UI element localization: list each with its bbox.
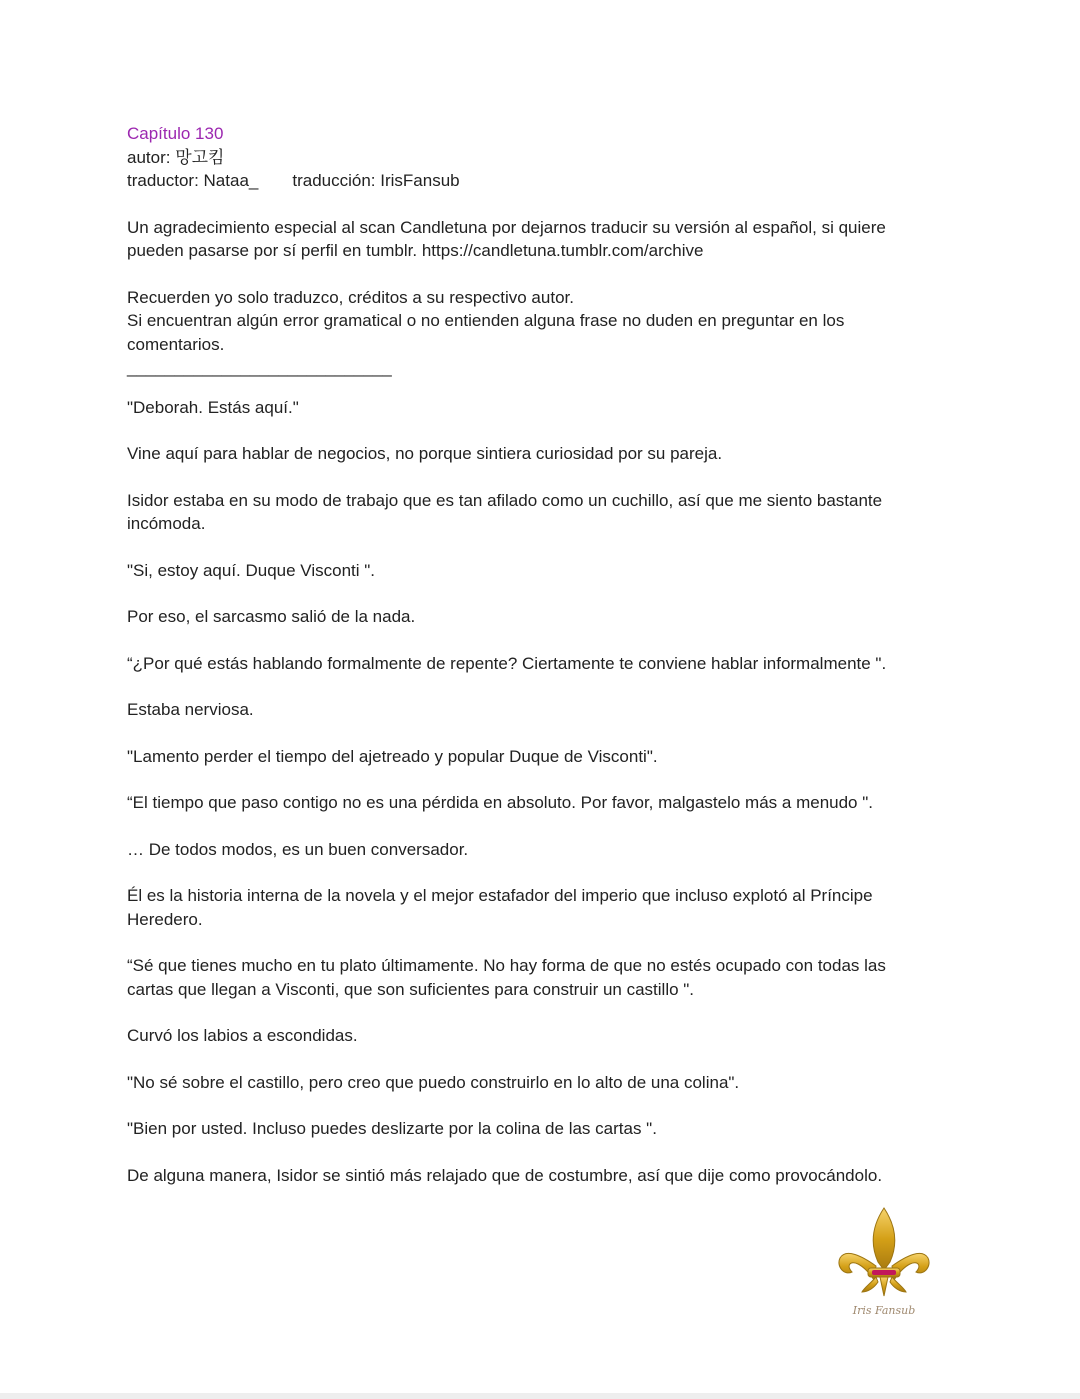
note-credits: Recuerden yo solo traduzco, créditos a su respectivo autor. [127, 287, 574, 307]
translation-line: traducción: IrisFansub [292, 171, 460, 190]
logo-signature: Iris Fansub [852, 1304, 916, 1317]
author-line: autor: 망고킴 [127, 147, 225, 167]
thanks-paragraph: Un agradecimiento especial al scan Candletuna por dejarnos traducir su versión al español, si quiere pueden pasarse por sí perfil en tumblr. https://candletuna.tumblr.com/archive [127, 217, 886, 260]
intro [127, 216, 927, 380]
story-paragraph: “¿Por qué estás hablando formalmente de repente? Ciertamente te conviene hablar informalmente ". [127, 653, 887, 673]
credits-row [127, 169, 927, 193]
story-paragraph: Vine aquí para hablar de negocios, no porque sintiera curiosidad por su pareja. [127, 444, 723, 463]
story-paragraph: Por eso, el sarcasmo salió de la nada. [127, 607, 416, 626]
story-paragraph: "Si, estoy aquí. Duque Visconti ". [127, 560, 376, 580]
document-body [127, 122, 927, 1210]
note-errors: Si encuentran algún error gramatical o no entienden alguna frase no duden en preguntar en los comentarios. [127, 311, 845, 354]
page-edge [0, 1393, 1080, 1399]
header [127, 122, 927, 193]
story-paragraph: "Deborah. Estás aquí." [127, 397, 299, 417]
story-paragraph: “Sé que tienes mucho en tu plato últimamente. No hay forma de que no estés ocupado con todas las cartas que llegan a Visconti, que son suficientes para construir un castillo ". [127, 956, 886, 999]
story-paragraph: Isidor estaba en su modo de trabajo que es tan afilado como un cuchillo, así que me siento bastante incómoda. [127, 490, 883, 533]
chapter-title: Capítulo 130 [127, 124, 224, 143]
story-paragraph: … De todos modos, es un buen conversador. [127, 839, 469, 859]
iris-fansub-logo [832, 1204, 936, 1322]
divider: ____________________________ [127, 358, 392, 377]
story-paragraph: De alguna manera, Isidor se sintió más relajado que de costumbre, así que dije como provocándolo. [127, 1165, 883, 1185]
story-text [127, 396, 927, 1188]
translator-line: traductor: Nataa_ [127, 171, 259, 190]
story-paragraph: Estaba nerviosa. [127, 700, 254, 719]
story-paragraph: Él es la historia interna de la novela y el mejor estafador del imperio que incluso explotó al Príncipe Heredero. [127, 886, 873, 929]
story-paragraph: "Lamento perder el tiempo del ajetreado y popular Duque de Visconti". [127, 746, 658, 766]
fleur-de-lis-icon [832, 1204, 936, 1322]
story-paragraph: "Bien por usted. Incluso puedes deslizarte por la colina de las cartas ". [127, 1119, 657, 1138]
story-paragraph: “El tiempo que paso contigo no es una pérdida en absoluto. Por favor, malgastelo más a menudo ". [127, 793, 873, 812]
story-paragraph: Curvó los labios a escondidas. [127, 1026, 358, 1045]
story-paragraph: "No sé sobre el castillo, pero creo que puedo construirlo en lo alto de una colina". [127, 1072, 740, 1092]
